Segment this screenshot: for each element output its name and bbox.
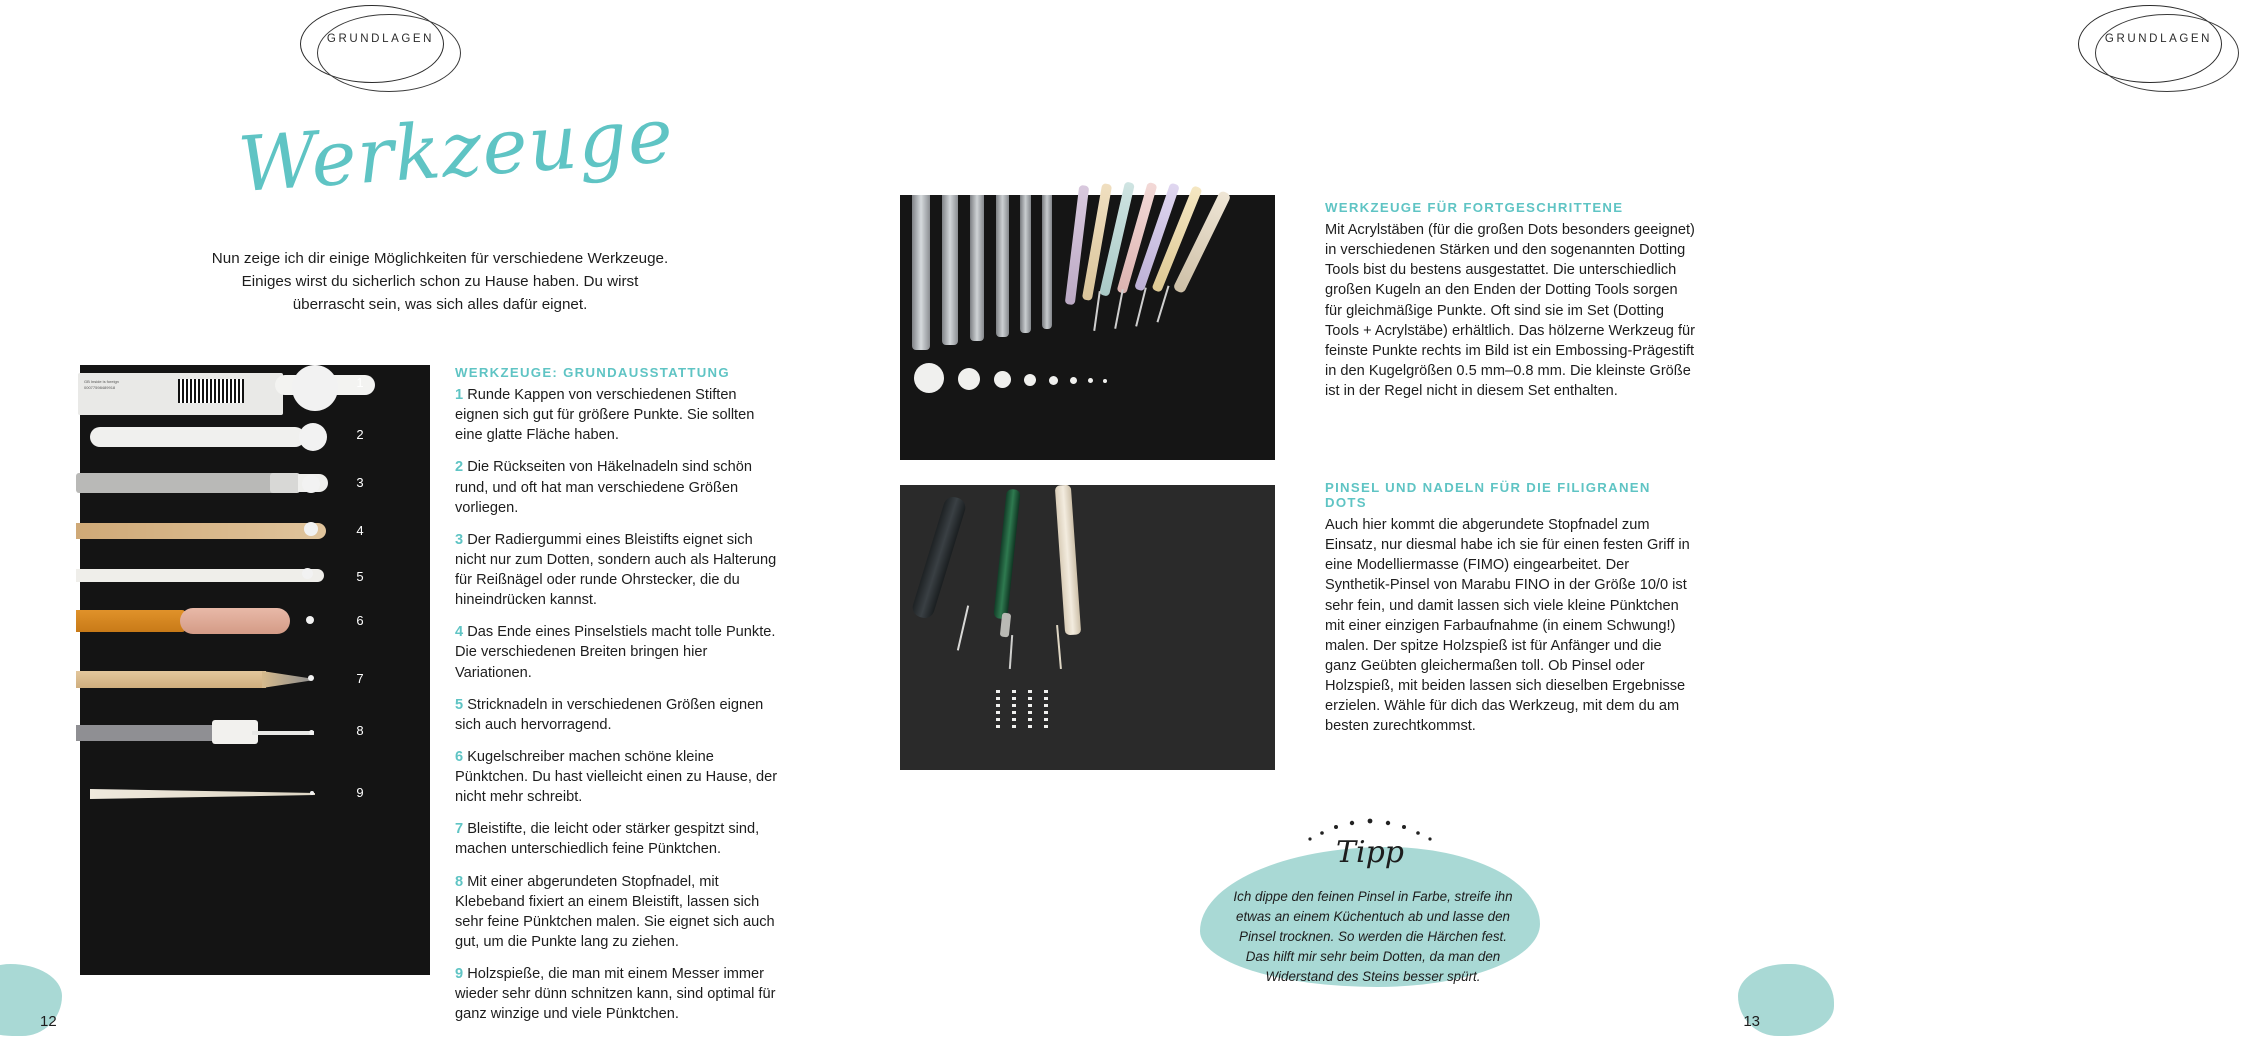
embossing-stylus [1172, 190, 1231, 294]
item-text: Die Rückseiten von Häkelnadeln sind schön rund, und oft hat man verschiedene Größen vorliegen. [455, 459, 752, 516]
needle-tip [957, 605, 969, 650]
item-text: Bleistifte, die leicht oder stärker gespitzt sind, machen unterschiedlich feine Pünktchen. [455, 821, 760, 858]
acrylic-rod [996, 195, 1009, 337]
page-title: Werkzeuge [235, 89, 677, 210]
page-number-left: 12 [40, 1013, 57, 1030]
section-heading: WERKZEUGE FÜR FORTGESCHRITTENE [1325, 200, 1624, 215]
dot-size-6 [306, 616, 314, 624]
list-item [455, 872, 780, 953]
item-number: 7 [455, 821, 464, 838]
tool-tip [1135, 287, 1147, 326]
photo-object-needle [252, 731, 314, 735]
photo-object-wood-pencil [76, 671, 266, 688]
photo-number-6: 6 [356, 613, 364, 628]
dot-stroke-sample [1028, 690, 1032, 732]
dot-size-2 [299, 423, 327, 451]
photo-object-pencil-body [76, 473, 276, 493]
tipp-title: Tipp [1335, 835, 1404, 870]
tipp-text: Ich dippe den feinen Pinsel in Farbe, streife ihn etwas an einem Küchentuch ab und lasse den Pinsel trocknen. So werden die Härchen fest. Das hilft mir sehr beim Dotten, da man den Widerstand des Steins besser spürt. [1233, 889, 1513, 985]
photo-number-3: 3 [356, 475, 364, 490]
item-number: 8 [455, 873, 464, 890]
photo-number-7: 7 [356, 671, 364, 686]
photo-number-1: 1 [356, 375, 364, 390]
badge-circle-inner [2095, 14, 2239, 92]
section-heading: PINSEL UND NADELN FÜR DIE FILIGRANEN DOTS [1325, 480, 1651, 510]
right-page [900, 0, 2213, 1058]
item-number: 5 [455, 696, 464, 713]
acrylic-rod [970, 195, 984, 341]
chapter-badge-left [300, 5, 470, 97]
acrylic-rod [912, 195, 930, 350]
dot-sample [1070, 377, 1077, 384]
dot-sample [914, 363, 944, 393]
dot-stroke-sample [1012, 690, 1016, 732]
paragraph: Auch hier kommt die abgerundete Stopfnadel zum Einsatz, nur diesmal habe ich sie für einen festen Griff in eine Modelliermasse (FIMO) eingearbeitet. Der Synthetik-Pinsel von Marabu FINO in der Größe 10/0 ist sehr fein, und damit lassen sich viele kleine Pünktchen mit einer einzigen Farbaufnahme (in einem Schwung!) malen. Der spitze Holzspieß ist für Anfänger und die ganz Geübten gleichermaßen toll. Ob Pinsel oder Holzspieß, mit beiden lassen sich dieselben Ergebnisse erzielen. Wähle für dich das Werkzeug, mit dem du am besten zurechtkommst. [1325, 517, 1690, 735]
list-item [455, 530, 780, 611]
section-body [455, 385, 780, 1024]
list-item [455, 964, 780, 1024]
label-text: GB Inside is foreign 00077598489918 [84, 379, 119, 390]
dot-sample [1049, 376, 1058, 385]
dot-size-7 [308, 675, 314, 681]
barcode-icon [178, 379, 244, 403]
skewer-tip [1056, 625, 1062, 669]
chapter-badge-right [2078, 5, 2248, 97]
item-text: Das Ende eines Pinselstiels macht tolle Punkte. Die verschiedenen Breiten bringen hier Variationen. [455, 624, 776, 681]
chapter-label: GRUNDLAGEN [326, 33, 435, 45]
item-text: Runde Kappen von verschiedenen Stiften eignen sich gut für größere Punkte. Sie sollten eine glatte Fläche haben. [455, 387, 755, 444]
dot-size-8 [309, 730, 314, 735]
item-number: 9 [455, 966, 464, 982]
photo-number-9: 9 [356, 785, 364, 800]
item-number: 6 [455, 748, 464, 765]
acrylic-rod [942, 195, 958, 345]
dot-size-4 [304, 522, 318, 536]
dot-size-9 [310, 791, 314, 795]
acrylic-rods-photo [900, 195, 1275, 460]
fimo-needle-handle [910, 495, 968, 621]
photo-number-4: 4 [356, 523, 364, 538]
item-text: Kugelschreiber machen schöne kleine Pünktchen. Du hast vielleicht einen zu Hause, der nicht mehr schreibt. [455, 748, 778, 806]
photo-object-crochet-hook [90, 427, 305, 447]
photo-object-pen-grip [180, 608, 290, 634]
item-number: 3 [455, 531, 464, 548]
photo-number-5: 5 [356, 569, 364, 584]
item-number: 1 [455, 387, 464, 403]
dot-stroke-sample [996, 690, 1000, 732]
section-body [1325, 515, 1695, 736]
brush-needle-photo [900, 485, 1275, 770]
tool-tip [1114, 289, 1124, 329]
wood-skewer [1055, 485, 1081, 636]
tool-tip [1093, 291, 1101, 331]
photo-object-label [78, 373, 283, 415]
tools-photo-left [80, 365, 430, 975]
list-item [455, 622, 780, 682]
page-number-right: 13 [1743, 1013, 1760, 1030]
photo-object-pen-barrel [76, 610, 186, 632]
dot-sample [1088, 378, 1093, 383]
list-item [455, 747, 780, 807]
dot-sample [994, 371, 1011, 388]
dot-size-1 [292, 365, 338, 411]
tipp-callout [1180, 805, 1560, 1005]
photo-object-grey-pencil [76, 725, 216, 741]
photo-object-brush-handle [76, 523, 326, 539]
brush-ferrule [1000, 613, 1011, 638]
photo-object-skewer [90, 789, 315, 799]
dot-size-5 [302, 568, 313, 579]
dot-sample [958, 368, 980, 390]
item-text: Stricknadeln in verschiedenen Größen eignen sich auch hervorragend. [455, 696, 764, 733]
item-number: 2 [455, 459, 464, 476]
acrylic-rod [1042, 195, 1052, 329]
left-page [0, 0, 900, 1058]
dot-size-3 [302, 475, 320, 493]
list-item [455, 695, 780, 735]
section-heading: WERKZEUGE: GRUNDAUSSTATTUNG [455, 365, 730, 380]
acrylic-rod [1020, 195, 1031, 333]
section-body [1325, 220, 1695, 401]
photo-object-pen-tip [280, 615, 326, 627]
photo-number-2: 2 [356, 427, 364, 442]
brush-tip [1009, 635, 1013, 669]
dot-sample [1024, 374, 1036, 386]
item-text: Mit einer abgerundeten Stopfnadel, mit Klebeband fixiert an einem Bleistift, lassen sich sehr feine Pünktchen malen. Sie eignet sich auch gut, um die Punkte lang zu ziehen. [455, 873, 775, 950]
badge-circle-inner [317, 14, 461, 92]
item-text: Holzspieße, die man mit einem Messer immer wieder sehr dünn schnitzen kann, sind optimal für ganz winzige und viele Pünktchen. [455, 966, 776, 1023]
right-text-column-one [1325, 200, 1695, 413]
photo-number-8: 8 [356, 723, 364, 738]
left-text-column [455, 365, 780, 1036]
dot-sample [1103, 379, 1107, 383]
dot-stroke-sample [1044, 690, 1048, 732]
photo-object-ferrule [270, 473, 300, 493]
item-number: 4 [455, 624, 464, 641]
photo-object-pencil-point [262, 671, 312, 688]
list-item [455, 457, 780, 517]
list-item [455, 819, 780, 859]
right-text-column-two [1325, 480, 1695, 748]
list-item [455, 385, 780, 445]
chapter-label: GRUNDLAGEN [2104, 33, 2213, 45]
item-text: Der Radiergummi eines Bleistifts eignet sich nicht nur zum Dotten, sondern auch als Halterung für Reißnägel oder runde Ohrstecker, die du hineindrücken kannst. [455, 531, 777, 609]
intro-paragraph: Nun zeige ich dir einige Möglichkeiten für verschiedene Werkzeuge. Einiges wirst du sicherlich schon zu Hause haben. Du wirst überrascht sein, was sich alles dafür eignet. [211, 250, 669, 313]
brush-handle [993, 489, 1021, 620]
photo-object-knitting-needle [76, 569, 324, 582]
paragraph: Mit Acrylstäben (für die großen Dots besonders geeignet) in verschiedenen Stärken und den sogenannten Dotting Tools bist du bestens ausgestattet. Die unterschiedlich großen Kugeln an den Enden der Dotting Tools sorgen für gleichmäßige Punkte. Oft sind sie im Set (Dotting Tools + Acrylstäbe) erhältlich. Das hölzerne Werkzeug für feinste Punkte rechts im Bild ist ein Embossing-Prägestift in den Kugelgrößen 0.5 mm–0.8 mm. Die kleinste Größe ist in der Regel nicht in diesem Set enthalten. [1325, 222, 1696, 399]
